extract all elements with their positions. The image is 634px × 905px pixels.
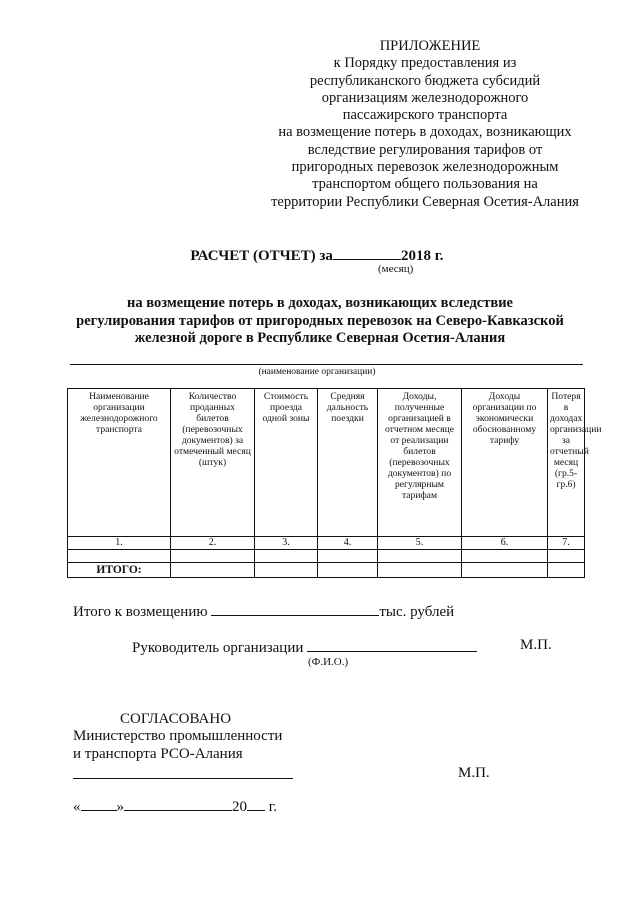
report-title [0,246,634,265]
head-stamp: М.П. [520,637,552,653]
column-number: 6. [462,537,548,550]
appendix-line: транспортом общего пользования на [312,176,538,193]
head-line [132,637,477,657]
appendix-line: ПРИЛОЖЕНИЕ [379,38,481,54]
compensation-amount-field[interactable] [211,601,379,616]
appendix-line: пригородных перевозок железнодорожным [291,159,559,176]
date-open-quote: « [73,799,81,815]
table-number-row [68,537,585,550]
date-close-quote: » [116,799,124,815]
appendix-line: пассажирского транспорта [342,107,508,124]
title-suffix: 2018 г. [400,248,444,264]
table-cell[interactable] [378,563,462,578]
approval-signature-line[interactable] [73,778,293,779]
column-number: 5. [378,537,462,550]
year-suffix: г. [268,799,277,815]
table-cell[interactable] [68,550,171,563]
appendix-line: к Порядку предоставления из [333,55,517,72]
appendix-line: вследствие регулирования тарифов от [307,141,543,158]
table-cell[interactable] [462,563,548,578]
approval-date [73,796,277,816]
column-number: 2. [171,537,255,550]
appendix-line: территории Республики Северная Осетия-Алания [271,193,579,210]
appendix-line: на возмещение потерь в доходах, возникающих [278,124,572,141]
month-caption: (месяц) [378,263,414,275]
table-row [68,550,585,563]
table-header-cell: Потеря в доходах организации за отчетный месяц (гр.5-гр.6) [548,389,585,537]
table-cell[interactable] [318,550,378,563]
year-prefix: 20 [232,799,247,815]
appendix-line: организациям железнодорожного [321,89,529,106]
appendix-header [240,38,610,211]
table-header-row [68,389,585,537]
head-signature-field[interactable] [307,637,477,652]
title-prefix: РАСЧЕТ (ОТЧЕТ) за [190,248,333,264]
subtitle-line: на возмещение потерь в доходах, возникающих вследствие [126,295,513,311]
column-number: 4. [318,537,378,550]
table-cell[interactable] [548,550,585,563]
day-field[interactable] [81,796,117,811]
year-field[interactable] [247,796,265,811]
subtitle-line: регулирования тарифов от пригородных перевозок на Северо-Кавказской [76,312,564,329]
table-cell[interactable] [255,563,318,578]
organization-caption: (наименование организации) [258,367,376,377]
table-cell[interactable] [171,550,255,563]
table-cell[interactable] [255,550,318,563]
table-header-cell: Средняя дальность поездки [318,389,378,537]
month-field[interactable] [124,796,232,811]
table-cell[interactable] [318,563,378,578]
head-label: Руководитель организации [132,640,304,656]
table-cell[interactable] [462,550,548,563]
appendix-line: республиканского бюджета субсидий [309,72,541,89]
compensation-line [73,601,454,621]
table-header-cell: Количество проданных билетов (перевозочных документов) за отмеченный месяц (штук) [171,389,255,537]
approval-org-line: Министерство промышленности [73,728,283,744]
table-header-cell: Доходы организации по экономически обоснованному тарифу [462,389,548,537]
compensation-unit: тыс. рублей [379,604,455,620]
column-number: 7. [548,537,585,550]
approval-org-line: и транспорта РСО-Алания [73,746,243,762]
column-number: 3. [255,537,318,550]
report-table [67,388,602,578]
month-blank[interactable] [333,246,401,260]
table-cell[interactable] [171,563,255,578]
organization-name-line[interactable] [70,364,583,365]
table-header-cell: Наименование организации железнодорожного транспорта [68,389,171,537]
total-label: ИТОГО: [68,563,171,578]
column-number: 1. [68,537,171,550]
table-total-row [68,563,585,578]
compensation-label: Итого к возмещению [73,604,208,620]
approval-title: СОГЛАСОВАНО [120,711,232,727]
approval-stamp: М.П. [458,765,490,781]
report-subtitle [40,295,600,348]
table-cell[interactable] [378,550,462,563]
subtitle-line: железной дороге в Республике Северная Осетия-Алания [134,330,506,346]
table-header-cell: Доходы, полученные организацией в отчетном месяце от реализации билетов (перевозочных документов) по регулярным тарифам [378,389,462,537]
fio-caption: (Ф.И.О.) [308,656,349,668]
table-cell[interactable] [548,563,585,578]
table-header-cell: Стоимость проезда одной зоны [255,389,318,537]
